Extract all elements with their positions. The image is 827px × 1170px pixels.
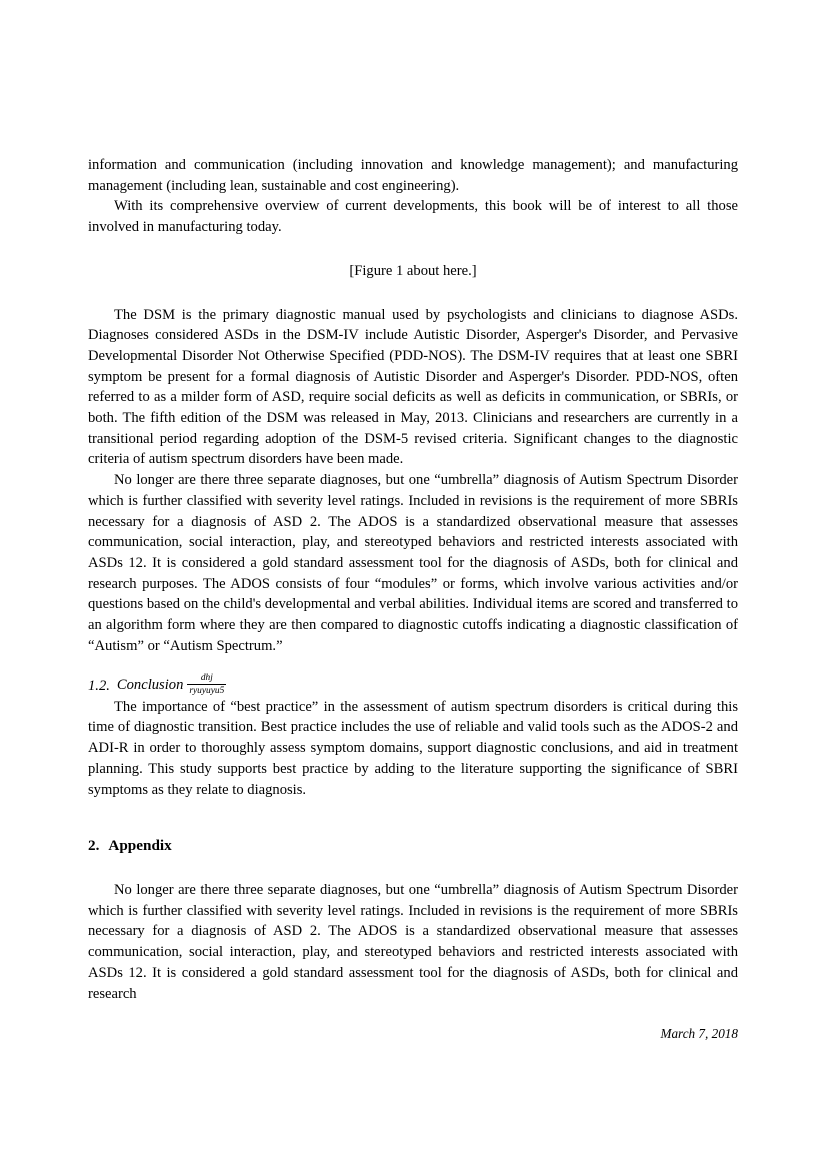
footer-date: March 7, 2018 [660, 1026, 738, 1041]
spacer-before-appendix [88, 800, 738, 836]
fraction-denominator: ryuyuyu5 [189, 685, 225, 696]
spacer-after-figure-note [88, 282, 738, 305]
fraction-numerator: dhj [200, 673, 213, 684]
paragraph-continued-intro: information and communication (including innovation and knowledge management); and manufacturing management (including lean, sustainable and cost engineering). [88, 157, 738, 194]
inline-fraction [187, 673, 226, 695]
paragraph-conclusion-body: The importance of “best practice” in the assessment of autism spectrum disorders is critical during this time of diagnostic transition. Best practice includes the use of reliable and valid tools such as the ADOS-2 and ADI-R in order to thoroughly assess symptom domains, support diagnostic conclusions, and aid in treatment planning. This study supports best practice by adding to the literature supporting the significance of SBRI symptoms as they relate to diagnosis. [88, 698, 738, 798]
paragraph-comprehensive-overview: With its comprehensive overview of current developments, this book will be of interest to all those involved in manufacturing today. [88, 198, 738, 236]
spacer-after-appendix-heading [88, 857, 738, 880]
page-footer [88, 1025, 738, 1043]
paragraph-appendix-body: No longer are there three separate diagnoses, but one “umbrella” diagnosis of Autism Spectrum Disorder which is further classified with severity level ratings. Included in revisions is the requirement of more SBRIs necessary for a diagnosis of ASD 2. The ADOS is a standardized observational measure that assesses communication, social interaction, play, and stereotyped behaviors and restricted interests associated with ASDs 12. It is considered a gold standard assessment tool for the diagnosis of ASDs, both for clinical and research [88, 882, 738, 1002]
section-heading-appendix [88, 836, 738, 857]
spacer-before-subsection [88, 656, 738, 674]
paragraph-dsm-overview: The DSM is the primary diagnostic manual used by psychologists and clinicians to diagnose ASDs. Diagnoses considered ASDs in the DSM-IV include Autistic Disorder, Asperger's Disorder, and Pervasive Developmental Disorder Not Otherwise Specified (PDD-NOS). The DSM-IV requires that at least one SBRI symptom be present for a formal diagnosis of Autistic Disorder and Asperger's Disorder. PDD-NOS, often referred to as a milder form of ASD, require social deficits as well as deficits in communication, or SBRIs, or both. The fifth edition of the DSM was released in May, 2013. Clinicians and researchers are currently in a transitional period regarding adoption of the DSM-5 revised criteria. Significant changes to the diagnostic criteria of autism spectrum disorders have been made. [88, 306, 738, 468]
spacer-before-figure-note [88, 238, 738, 261]
subsection-number: 1.2. [88, 677, 110, 694]
section-number: 2. [88, 837, 100, 855]
subsection-title: Conclusion [116, 677, 184, 694]
subsection-heading-conclusion [88, 674, 738, 696]
page-text-column [88, 155, 738, 1004]
figure-placeholder-note: [Figure 1 about here.] [349, 262, 477, 279]
section-title: Appendix [108, 837, 172, 855]
paragraph-umbrella-diagnosis: No longer are there three separate diagnoses, but one “umbrella” diagnosis of Autism Spectrum Disorder which is further classified with severity level ratings. Included in revisions is the requirement of more SBRIs necessary for a diagnosis of ASD 2. The ADOS is a standardized observational measure that assesses communication, social interaction, play, and stereotyped behaviors and restricted interests associated with ASDs 12. It is considered a gold standard assessment tool for the diagnosis of ASDs, both for clinical and research purposes. The ADOS consists of four “modules” or forms, which involve various activities and/or questions based on the child's developmental and verbal abilities. Individual items are scored and transferred to an algorithm form where they are then compared to diagnostic cutoffs indicating a diagnostic classification of “Autism” or “Autism Spectrum.” [88, 472, 738, 654]
